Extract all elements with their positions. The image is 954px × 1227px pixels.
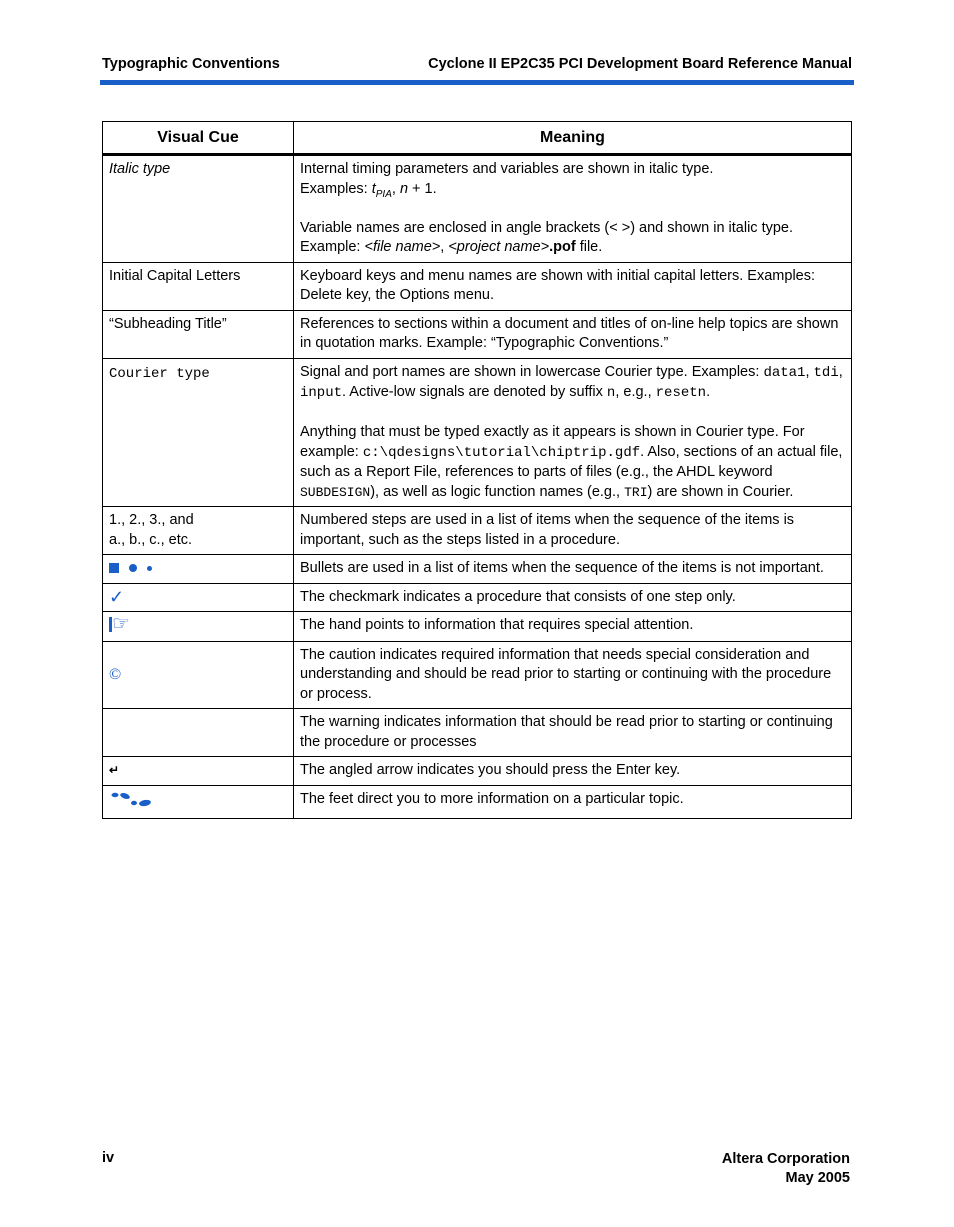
meaning-feet: The feet direct you to more information on a particular topic. [294,785,852,819]
hand-icon: ☞ [112,613,130,635]
meaning-header: Meaning [294,122,852,155]
meaning-caution: The caution indicates required information that needs special consideration and understanding and should be read prior to starting or continuing with the procedure or process. [294,641,852,709]
cue-numbered: 1., 2., 3., and a., b., c., etc. [103,507,294,555]
table-row [103,155,852,263]
header-manual-title: Cyclone II EP2C35 PCI Development Board Reference Manual [428,56,852,72]
header-section-title: Typographic Conventions [102,56,280,72]
meaning-hand: The hand points to information that requires special attention. [294,612,852,642]
table-row [103,507,852,555]
cue-italic: Italic type [103,155,294,263]
table-row [103,555,852,584]
table-row [103,709,852,757]
checkmark-icon: ✓ [103,583,294,612]
meaning-enter: The angled arrow indicates you should press the Enter key. [294,757,852,786]
table-row [103,641,852,709]
table-row [103,262,852,310]
table-row [103,757,852,786]
footer-info [722,1150,850,1188]
meaning-bullets: Bullets are used in a list of items when the sequence of the items is not important. [294,555,852,584]
round-bullet-icon [129,564,137,572]
enter-arrow-icon: ↵ [103,757,294,786]
visual-cue-header: Visual Cue [103,122,294,155]
cue-caution [103,641,294,709]
conventions-table [102,121,852,819]
cue-initial-caps: Initial Capital Letters [103,262,294,310]
cue-hand [103,612,294,642]
table-row [103,612,852,642]
meaning-italic: Internal timing parameters and variables are shown in italic type. Examples: $t_{PIA}$, n + 1. Variable names are enclosed in angle brackets (< >) and shown in italic type. Example: <file name>, <project name>.pof file. [294,155,852,263]
meaning-courier: Signal and port names are shown in lowercase Courier type. Examples: data1, tdi, input. Active-low signals are denoted by suffix n, e.g., resetn. Anything that must be typed exactly as it appears is shown in Courier type. For example: c:\qdesigns\tutorial\chiptrip.gdf. Also, sections of an actual file, such as a Report File, references to parts of files (e.g., the AHDL keyword SUBDESIGN), as well as logic function names (e.g., TRI) are shown in Courier. [294,358,852,507]
meaning-initial-caps: Keyboard keys and menu names are shown with initial capital letters. Examples: Delete key, the Options menu. [294,262,852,310]
footer-page-number: iv [102,1150,115,1166]
small-bullet-icon [147,566,152,571]
meaning-checkmark: The checkmark indicates a procedure that consists of one step only. [294,583,852,612]
table-header-row [103,122,852,155]
table-row [103,785,852,819]
caution-icon: © [109,665,122,683]
table-row [103,310,852,358]
meaning-warning: The warning indicates information that should be read prior to starting or continuing the procedure or processes [294,709,852,757]
meaning-subheading: References to sections within a document and titles of on-line help topics are shown in quotation marks. Example: “Typographic Conventions.” [294,310,852,358]
square-bullet-icon [109,563,119,573]
cue-courier: Courier type [103,358,294,507]
footer-date: May 2005 [785,1170,850,1186]
feet-icon [109,790,153,808]
cue-bullets [103,555,294,584]
cue-feet [103,785,294,819]
footer-company: Altera Corporation [721,1151,850,1167]
cue-warning [103,709,294,757]
header-rule [100,80,854,85]
cue-subheading: “Subheading Title” [103,310,294,358]
meaning-numbered: Numbered steps are used in a list of items when the sequence of the items is important, such as the steps listed in a procedure. [294,507,852,555]
table-row [103,358,852,507]
table-row [103,583,852,612]
